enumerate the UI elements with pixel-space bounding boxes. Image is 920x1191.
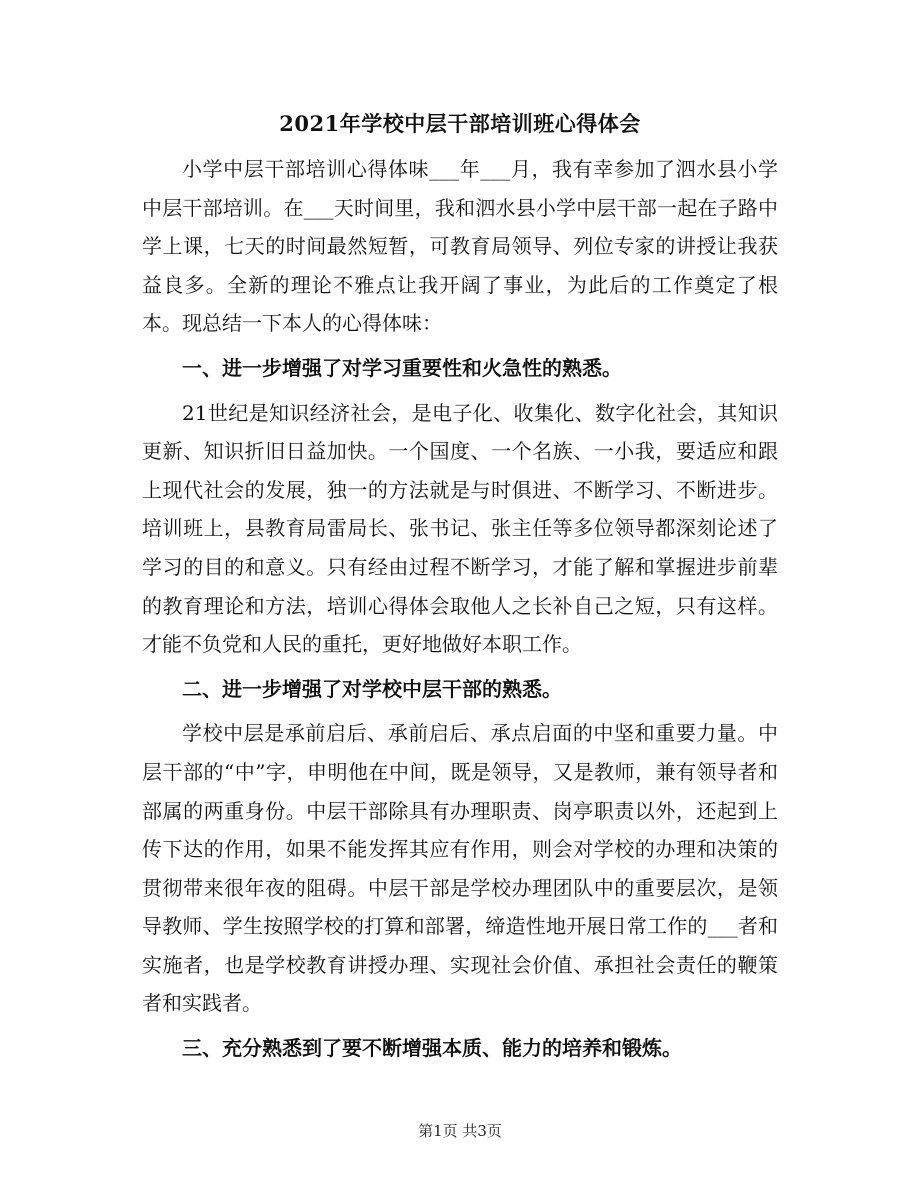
section-heading-3: 三、充分熟悉到了要不断增强本质、能力的培养和锻炼。 xyxy=(182,1036,682,1061)
document-body xyxy=(142,150,778,1074)
document-title: 2021年学校中层干部培训班心得体会 xyxy=(279,111,641,136)
paragraph-intro: 小学中层干部培训心得体味___年___月，我有幸参加了泗水县小学中层干部培训。在___天时间里，我和泗水县小学中层干部一起在子路中学上课，七天的时间最然短暂，可教育局领导、列位专家的讲授让我获益良多。全新的理论不雅点让我开阔了事业，为此后的工作奠定了根本。现总结一下本人的心得体味： xyxy=(142,157,778,336)
section-heading-1: 一、进一步增强了对学习重要性和火急性的熟悉。 xyxy=(182,355,622,380)
paragraph-section-2: 学校中层是承前启后、承前启后、承点启面的中坚和重要力量。中层干部的“中”字，申明他在中间，既是领导，又是教师，兼有领导者和部属的两重身份。中层干部除具有办理职责、岗亭职责以外，还起到上传下达的作用，如果不能发挥其应有作用，则会对学校的办理和决策的贯彻带来很年夜的阻碍。中层干部是学校办理团队中的重要层次，是领导教师、学生按照学校的打算和部署，缔造性地开展日常工作的___者和实施者，也是学校教育讲授办理、实现社会价值、承担社会责任的鞭策者和实践者。 xyxy=(142,721,778,1016)
page-footer: 第1页 共3页 xyxy=(418,1122,502,1140)
paragraph-section-1: 21世纪是知识经济社会，是电子化、收集化、数字化社会，其知识更新、知识折旧日益加快。一个国度、一个名族、一小我，要适应和跟上现代社会的发展，独一的方法就是与时俱进、不断学习、不断进步。培训班上，县教育局雷局长、张书记、张主任等多位领导都深刻论述了学习的目的和意义。只有经由过程不断学习，才能了解和掌握进步前辈的教育理论和方法，培训心得体会取他人之长补自己之短，只有这样。才能不负党和人民的重托，更好地做好本职工作。 xyxy=(142,400,778,657)
section-heading-2: 二、进一步增强了对学校中层干部的熟悉。 xyxy=(182,676,562,701)
